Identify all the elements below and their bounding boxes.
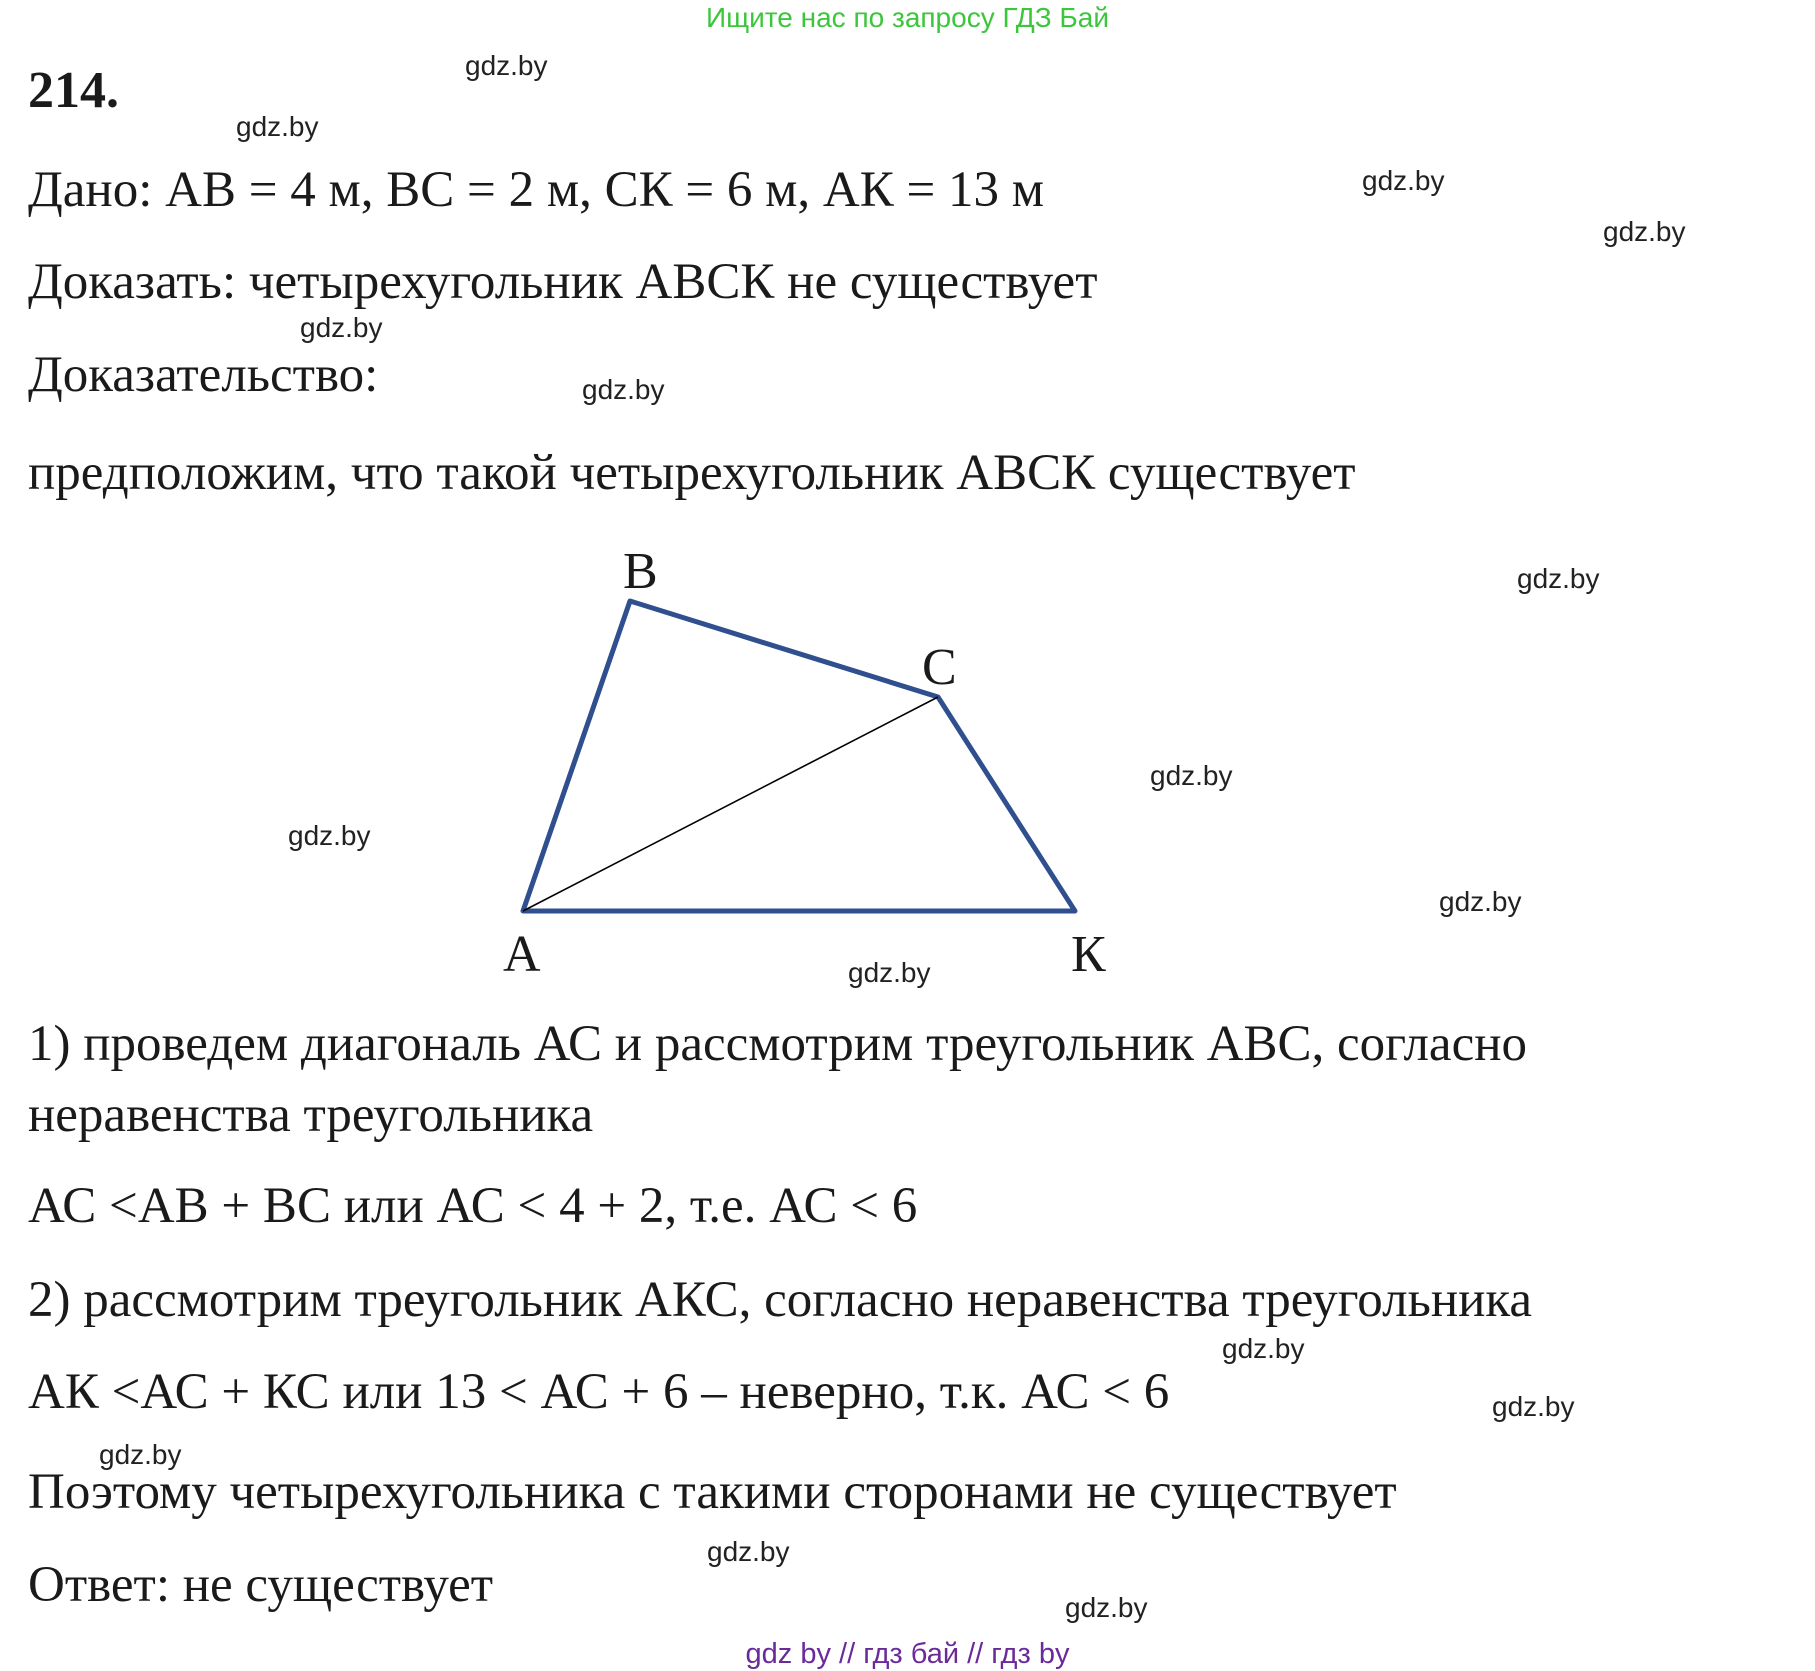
problem-number: 214. <box>28 62 119 119</box>
answer-line: Ответ: не существует <box>28 1557 494 1613</box>
step1-line2: неравенства треугольника <box>28 1087 594 1143</box>
watermark: gdz.by <box>707 1536 790 1567</box>
conclusion-line: Поэтому четырехугольника с такими сторонами не существует <box>28 1464 1397 1520</box>
watermark: gdz.by <box>300 312 383 343</box>
vertex-label-a: А <box>503 926 541 983</box>
watermark: gdz.by <box>582 374 665 405</box>
proof-heading: Доказательство: <box>28 347 379 403</box>
watermark: gdz.by <box>1517 563 1600 594</box>
quadrilateral-abck <box>523 601 1075 911</box>
site-banner: Ищите нас по запросу ГДЗ Бай <box>705 2 1110 33</box>
footer-banner: gdz by // гдз бай // гдз by <box>745 1638 1070 1670</box>
watermark: gdz.by <box>288 820 371 851</box>
assumption-line: предположим, что такой четырехугольник АВСК существует <box>28 445 1356 501</box>
vertex-label-c: С <box>922 639 957 696</box>
step2-line1: 2) рассмотрим треугольник АКС, согласно неравенства треугольника <box>28 1272 1533 1328</box>
watermark: gdz.by <box>1150 760 1233 791</box>
prove-line: Доказать: четырехугольник АВСК не существует <box>28 254 1098 310</box>
watermark: gdz.by <box>1362 165 1445 196</box>
given-line: Дано: АВ = 4 м, ВС = 2 м, СК = 6 м, АК = 13 м <box>28 162 1045 218</box>
step1-line1: 1) проведем диагональ АС и рассмотрим треугольник АВС, согласно <box>28 1016 1527 1072</box>
watermark: gdz.by <box>1439 886 1522 917</box>
watermark: gdz.by <box>1603 216 1686 247</box>
vertex-label-b: В <box>623 543 658 600</box>
watermark: gdz.by <box>236 111 319 142</box>
diagonal-ac <box>523 697 938 911</box>
step1-formula: АС <АВ + ВС или АС < 4 + 2, т.е. АС < 6 <box>28 1178 918 1234</box>
vertex-label-k: К <box>1071 926 1106 983</box>
watermark: gdz.by <box>465 50 548 81</box>
watermark: gdz.by <box>1492 1391 1575 1422</box>
watermark: gdz.by <box>1065 1592 1148 1623</box>
step2-formula: АК <АС + КС или 13 < АС + 6 – неверно, т.к. АС < 6 <box>28 1364 1170 1420</box>
watermark: gdz.by <box>1222 1333 1305 1364</box>
watermark: gdz.by <box>848 957 931 988</box>
watermark: gdz.by <box>99 1439 182 1470</box>
